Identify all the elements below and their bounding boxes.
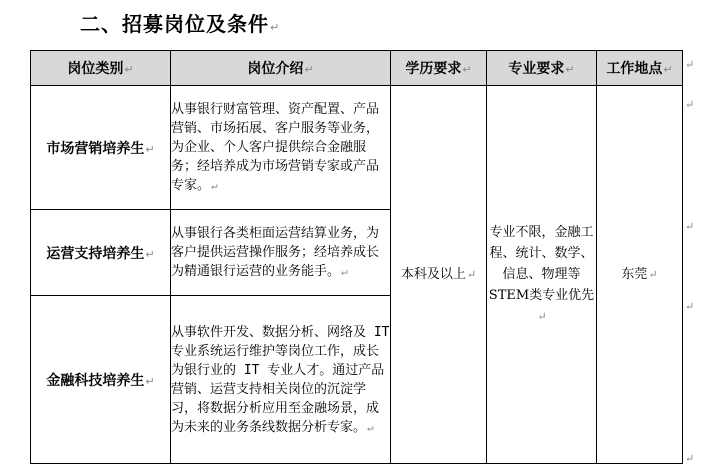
table-header-row (31, 51, 683, 86)
row-end-mark: ↵ (685, 220, 695, 233)
location-cell: 东莞↵ (597, 86, 683, 464)
header-education: 学历要求↵ (391, 51, 487, 86)
category-cell: 市场营销培养生↵ (31, 86, 171, 210)
header-description: 岗位介绍↵ (171, 51, 391, 86)
description-cell: 从事软件开发、数据分析、网络及 IT 专业系统运行维护等岗位工作，成长为银行业的 IT 专业人才。通过产品营销、运营支持相关岗位的沉淀学习，将数据分析应用至金融场景，成为未来的业务条线数据分析专家。↵ (171, 296, 391, 464)
row-end-mark: ↵ (685, 452, 695, 465)
section-title: 二、招募岗位及条件↵ (80, 12, 281, 36)
description-cell: 从事银行财富管理、资产配置、产品营销、市场拓展、客户服务等业务，为企业、个人客户提供综合金融服务；经培养成为市场营销专家或产品专家。↵ (171, 86, 391, 210)
category-cell: 运营支持培养生↵ (31, 210, 171, 296)
row-end-mark: ↵ (685, 300, 695, 313)
row-end-mark: ↵ (685, 98, 695, 111)
description-cell: 从事银行各类柜面运营结算业务，为客户提供运营操作服务；经培养成长为精通银行运营的业务能手。↵ (171, 210, 391, 296)
table-row (31, 86, 683, 210)
row-end-mark: ↵ (685, 58, 695, 71)
paragraph-mark: ↵ (270, 21, 281, 34)
major-cell: 专业不限，金融工程、统计、数学、信息、物理等STEM类专业优先↵ (487, 86, 597, 464)
education-cell: 本科及以上↵ (391, 86, 487, 464)
header-major: 专业要求↵ (487, 51, 597, 86)
header-location: 工作地点↵ (597, 51, 683, 86)
header-category: 岗位类别↵ (31, 51, 171, 86)
category-cell: 金融科技培养生↵ (31, 296, 171, 464)
recruitment-table (30, 50, 683, 464)
